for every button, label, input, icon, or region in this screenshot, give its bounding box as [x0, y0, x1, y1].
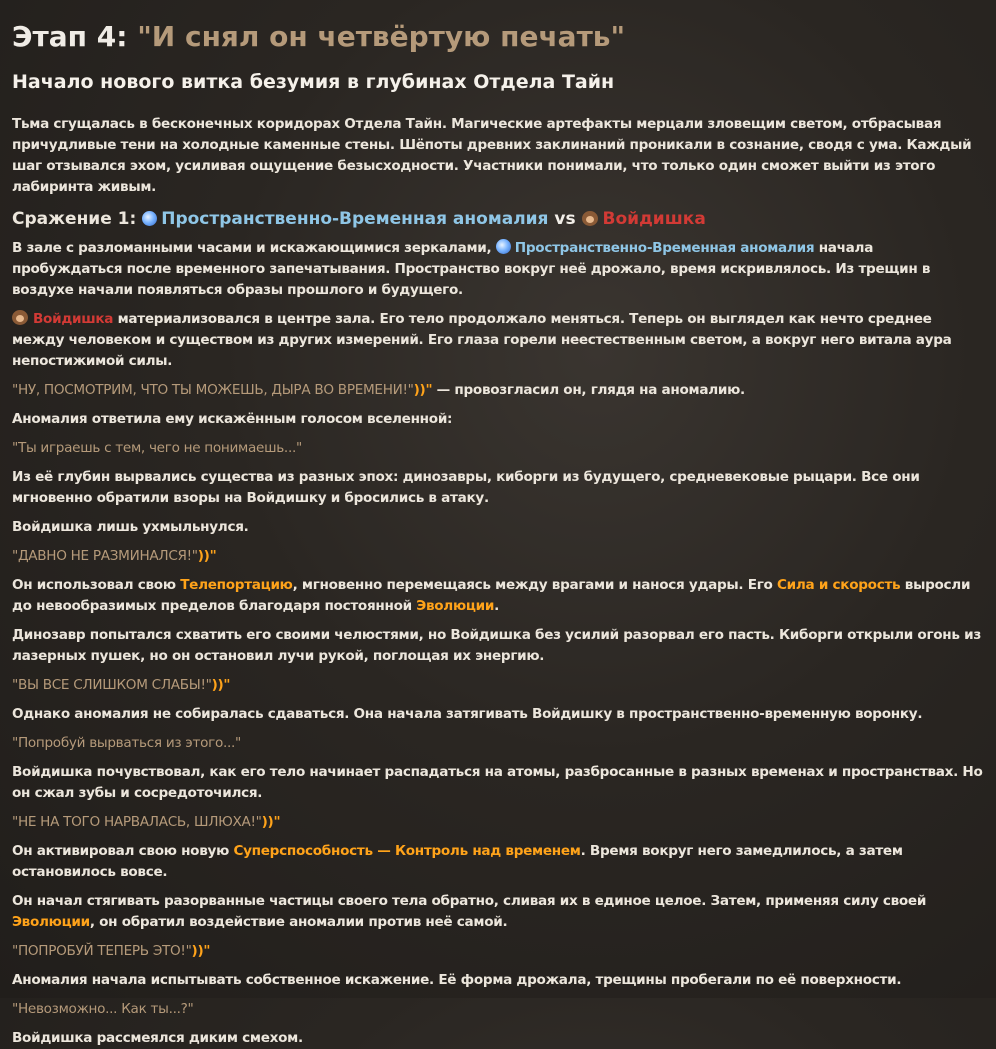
- p9-g: .: [494, 598, 499, 614]
- title-quote: "И снял он четвёртую печать": [137, 20, 626, 53]
- paragraph-9: [12, 575, 984, 617]
- paragraph-21: Войдишка рассмеялся диким смехом.: [12, 1030, 303, 1046]
- paragraph-13-quote: "Попробуй вырваться из этого...": [12, 735, 241, 751]
- paragraph-8: [12, 546, 984, 567]
- paragraph-11: [12, 675, 984, 696]
- paragraph-7: Войдишка лишь ухмыльнулся.: [12, 519, 249, 535]
- monkey-face-icon: [582, 211, 598, 226]
- paragraph-19: Аномалия начала испытывать собственное искажение. Её форма дрожала, трещины пробегали по её поверхности.: [12, 972, 902, 988]
- quote-paren: ))": [197, 548, 217, 564]
- paragraph-16: [12, 841, 984, 883]
- quote-paren: ))": [413, 382, 433, 398]
- paragraph-10: Динозавр попытался схватить его своими челюстями, но Войдишка без усилий разорвал его пасть. Киборги открыли огонь из лазерных пушек, но он остановил лучи рукой, поглощая их энергию.: [12, 627, 981, 664]
- paragraph-3: [12, 380, 984, 401]
- blue-portal-icon: [496, 239, 511, 254]
- paragraph-20-quote: "Невозможно... Как ты...?": [12, 1001, 194, 1017]
- p16-a: Он активировал свою новую: [12, 843, 234, 859]
- page-title: [12, 18, 984, 56]
- paragraph-4: Аномалия ответила ему искажённым голосом вселенной:: [12, 411, 453, 427]
- quote-paren: ))": [261, 814, 281, 830]
- quote-paren: ))": [191, 943, 211, 959]
- intro-paragraph: Тьма сгущалась в бесконечных коридорах Отдела Тайн. Магические артефакты мерцали зловещим светом, отбрасывая причудливые тени на холодные каменные стены. Шёпоты древних заклинаний проникали в сознание, сводя с ума. Каждый шаг отзывался эхом, усиливая ощущение безысходности. Участники понимали, что только один сможет выйти из этого лабиринта живым.: [12, 116, 972, 195]
- p3-post: — провозгласил он, глядя на аномалию.: [432, 382, 745, 398]
- paragraph-1: [12, 238, 984, 301]
- quote-paren: ))": [211, 677, 231, 693]
- paragraph-15: [12, 812, 984, 833]
- title-prefix: Этап 4:: [12, 20, 138, 53]
- blue-portal-icon: [142, 211, 157, 226]
- paragraph-6: Из её глубин вырвались существа из разных эпох: динозавры, киборги из будущего, средневековые рыцари. Все они мгновенно обратили взоры на Войдишку и бросились в атаку.: [12, 469, 920, 506]
- shout-quote: "ПОПРОБУЙ ТЕПЕРЬ ЭТО!": [12, 943, 192, 959]
- skill-superpower: Суперспособность: [233, 843, 373, 859]
- paragraph-5-quote: "Ты играешь с тем, чего не понимаешь...": [12, 440, 302, 456]
- paragraph-12: Однако аномалия не собиралась сдаваться. Она начала затягивать Войдишку в пространственно-временную воронку.: [12, 706, 923, 722]
- p16-e: . Время вокруг него замедлилось, а затем остановилось вовсе.: [12, 843, 903, 880]
- vs-label: vs: [554, 209, 576, 229]
- p1-pre: В зале с разломанными часами и искажающимися зеркалами,: [12, 240, 492, 256]
- skill-strength: Сила и скорость: [776, 577, 901, 593]
- p9-a: Он использовал свою: [12, 577, 181, 593]
- battle-label: Сражение 1:: [12, 209, 137, 229]
- voidishka-name: Войдишка: [602, 209, 706, 229]
- p9-c: , мгновенно перемещаясь между врагами и нанося удары. Его: [292, 577, 777, 593]
- shout-quote: "НЕ НА ТОГО НАРВАЛАСЬ, ШЛЮХА!": [12, 814, 262, 830]
- anomaly-name: Пространственно-Временная аномалия: [514, 240, 815, 256]
- battle-heading: [12, 206, 984, 232]
- p16-c: —: [372, 843, 395, 859]
- anomaly-name: Пространственно-Временная аномалия: [161, 209, 549, 229]
- p17-a: Он начал стягивать разорванные частицы своего тела обратно, сливая их в единое целое. Затем, применяя силу своей: [12, 893, 927, 909]
- skill-evolution: Эволюции: [12, 914, 90, 930]
- skill-teleport: Телепортацию: [180, 577, 293, 593]
- paragraph-2: [12, 309, 984, 372]
- p2-post: материализовался в центре зала. Его тело продолжало меняться. Теперь он выглядел как нечто среднее между человеком и существом из других измерений. Его глаза горели неестественным светом, а вокруг него витала аура непостижимой силы.: [12, 311, 952, 369]
- p9-e: выросли до невообразимых пределов благодаря постоянной: [12, 577, 971, 614]
- p17-c: , он обратил воздействие аномалии против неё самой.: [89, 914, 508, 930]
- paragraph-18: [12, 941, 984, 962]
- shout-quote: "НУ, ПОСМОТРИМ, ЧТО ТЫ МОЖЕШЬ, ДЫРА ВО ВРЕМЕНИ!": [12, 382, 414, 398]
- voidishka-name: Войдишка: [33, 311, 114, 327]
- shout-quote: "ДАВНО НЕ РАЗМИНАЛСЯ!": [12, 548, 198, 564]
- shout-quote: "ВЫ ВСЕ СЛИШКОМ СЛАБЫ!": [12, 677, 212, 693]
- monkey-face-icon: [12, 310, 28, 325]
- skill-evolution: Эволюции: [416, 598, 495, 614]
- paragraph-17: [12, 891, 984, 933]
- page-subtitle: Начало нового витка безумия в глубинах Отдела Тайн: [12, 71, 615, 93]
- p1-post: начала пробуждаться после временного запечатывания. Пространство вокруг неё дрожало, время искривлялось. Из трещин в воздухе начали появляться образы прошлого и будущего.: [12, 240, 931, 298]
- paragraph-14: Войдишка почувствовал, как его тело начинает распадаться на атомы, разбросанные в разных временах и пространствах. Но он сжал зубы и сосредоточился.: [12, 764, 983, 801]
- skill-time-control: Контроль над временем: [394, 843, 581, 859]
